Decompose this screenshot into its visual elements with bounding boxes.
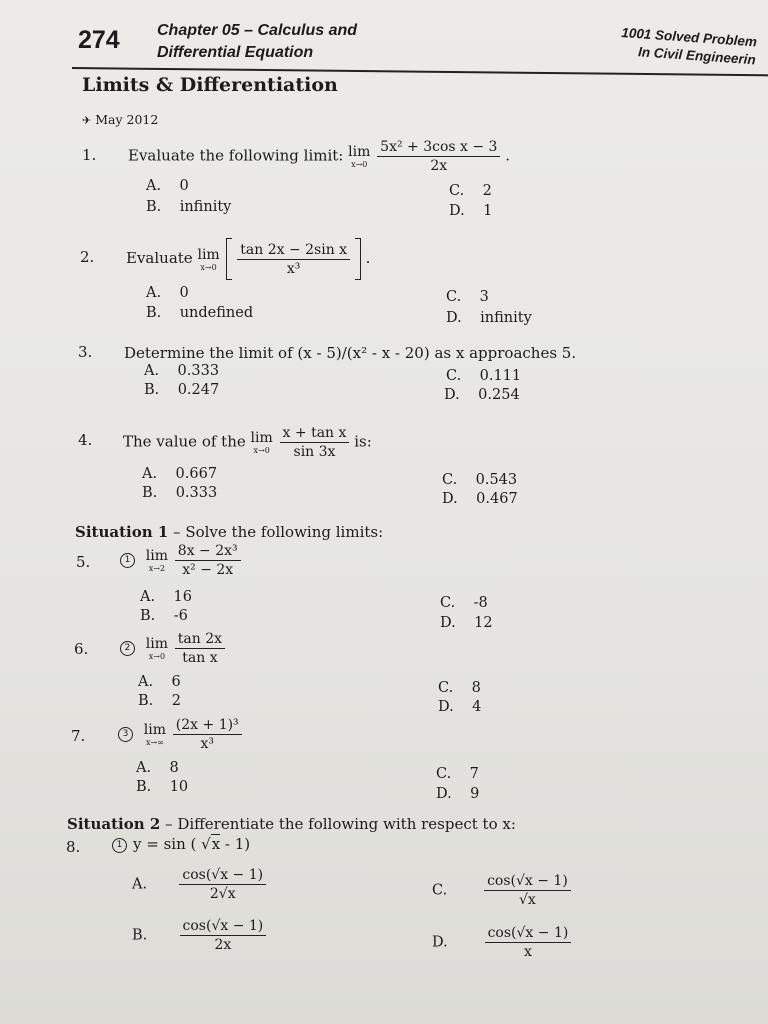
option-value: 16 [173,589,192,605]
option-letter: A. [146,285,162,301]
option-b [142,485,217,501]
option-d [442,491,518,507]
option-d [449,203,492,219]
question-text: Evaluate [126,249,193,267]
denominator: x³ [200,736,214,752]
situation-text: – Differentiate the following with respect to x: [160,815,516,833]
option-b [138,693,181,709]
question-end: . [365,249,371,267]
situation-text: – Solve the following limits: [168,523,384,541]
option-d [446,310,532,326]
option-value: 10 [169,779,189,795]
lim-label: lim [145,548,169,564]
option-letter: D. [438,699,454,715]
situation-label: Situation 1 [75,523,169,541]
fraction [179,866,266,903]
chapter-title-line1: Chapter 05 – Calculus and [157,22,358,39]
question-number: 8. [66,838,81,856]
option-letter: A. [132,876,148,893]
numerator: x + tan x [280,424,350,443]
numerator: cos(√x − 1) [180,917,267,936]
question-number: 1. [82,146,97,164]
option-c [438,680,481,696]
denominator: sin 3x [293,444,336,460]
fraction [175,542,241,579]
option-letter: B. [146,199,162,215]
option-letter: A. [144,363,160,379]
option-d [438,699,481,715]
option-a [142,466,217,482]
option-letter: B. [142,485,158,501]
numerator: tan 2x [175,630,225,649]
option-c [446,289,489,305]
fraction [377,138,500,175]
expr-prefix: y = sin ( [133,835,197,853]
option-letter: D. [444,387,460,403]
option-value: 8 [471,680,481,696]
lim-label: lim [250,430,273,446]
situation-1-heading [75,523,383,541]
option-c [442,472,517,488]
option-letter: C. [436,766,452,782]
option-d [432,924,571,961]
denominator: 2x [430,158,448,174]
option-b [132,917,266,954]
book-title [619,24,757,69]
limit-operator [146,548,168,573]
option-letter: B. [140,608,156,624]
question-7-expr [118,716,242,753]
option-value: 4 [472,699,482,715]
option-value: 6 [171,674,181,690]
option-letter: C. [449,183,465,199]
option-a [140,589,192,605]
option-c [446,368,521,384]
question-1-text [128,138,510,175]
question-number: 3. [78,343,93,361]
option-b [136,779,188,795]
chapter-title-line2: Differential Equation [157,44,314,61]
option-value: 0 [179,178,189,194]
option-d [436,786,479,802]
section-title: Limits & Differentiation [82,74,338,96]
question-text: Determine the limit of (x - 5)/(x² - x - 20) as x approaches 5. [124,344,577,362]
option-letter: A. [140,589,156,605]
option-value: 2 [171,693,181,709]
option-value: 0.333 [177,363,220,379]
fraction [175,630,225,667]
question-number: 5. [76,553,91,571]
option-letter: C. [446,368,462,384]
lim-label: lim [145,636,169,652]
option-letter: C. [438,680,454,696]
numerator: (2x + 1)³ [173,716,242,735]
circled-number: 1 [120,553,135,568]
question-number: 2. [80,248,95,266]
option-value: infinity [179,199,232,215]
lim-label: lim [143,722,167,738]
option-d [444,387,520,403]
left-bracket [226,238,232,280]
option-value: 1 [483,203,493,219]
option-a [146,178,189,194]
fraction [485,924,572,961]
question-number: 7. [71,727,86,745]
option-value: 0.467 [476,491,518,507]
numerator: 5x² + 3cos x − 3 [377,138,500,157]
sqrt-radicand: x [211,835,221,853]
option-letter: D. [446,310,462,326]
option-value: 0.543 [475,472,518,488]
question-4-text [123,424,372,461]
option-value: 3 [479,289,489,305]
option-letter: A. [138,674,154,690]
option-value: undefined [179,305,254,321]
option-value: 0.254 [478,387,520,403]
option-a [132,866,266,903]
option-d [440,615,493,631]
denominator: x [524,944,532,960]
limit-operator [144,722,166,747]
pin-icon: ✈ [82,114,92,127]
option-letter: D. [449,203,465,219]
option-c [440,595,488,611]
question-number: 4. [78,431,93,449]
denominator: tan x [182,650,218,666]
limit-operator [348,144,370,169]
fraction [237,241,350,278]
situation-2-heading [67,815,516,833]
numerator: tan 2x − 2sin x [237,241,350,260]
lim-subscript: x→∞ [145,738,164,747]
option-letter: D. [432,934,448,951]
denominator: 2√x [209,886,236,902]
option-a [138,674,181,690]
option-b [146,199,231,215]
exam-date [82,112,158,127]
question-text: Evaluate the following limit: [128,146,344,165]
chapter-title [157,20,357,64]
option-a [136,760,179,776]
question-2-text [126,238,370,280]
circled-number: 2 [120,641,135,656]
circled-number: 3 [118,727,133,742]
option-value: 12 [474,615,493,631]
option-value: 0 [179,285,189,301]
option-c [432,872,571,909]
question-5-expr [120,542,241,579]
option-letter: D. [436,786,452,802]
option-value: 8 [169,760,179,776]
denominator: x³ [286,260,301,277]
fraction [180,917,267,954]
lim-subscript: x→0 [253,446,270,455]
limit-operator [146,636,168,661]
circled-number: 1 [112,838,127,853]
numerator: 8x − 2x³ [175,542,241,561]
denominator: x² − 2x [182,562,234,578]
question-6-expr [120,630,225,667]
limit-operator [197,247,219,272]
option-letter: C. [440,595,456,611]
fraction [484,872,571,909]
question-8-expr: 1 y = sin ( √x - 1) [112,835,250,853]
option-value: -6 [173,608,188,624]
page-number: 274 [78,26,120,54]
option-letter: A. [136,760,152,776]
option-value: 0.247 [177,382,220,398]
denominator: √x [519,892,536,908]
book-title-line1: 1001 Solved Problem [620,24,758,50]
question-text: The value of the [123,432,246,451]
option-letter: C. [442,472,458,488]
book-title-line2: In Civil Engineerin [637,44,757,68]
option-letter: A. [142,466,158,482]
question-end: is: [354,432,372,451]
lim-label: lim [197,246,220,263]
numerator: cos(√x − 1) [484,872,571,891]
option-letter: B. [132,927,148,944]
option-value: 2 [482,183,492,199]
question-end: . [505,146,511,165]
fraction [173,716,242,753]
lim-subscript: x→0 [351,160,368,169]
lim-label: lim [348,144,371,160]
option-a [146,285,189,301]
numerator: cos(√x − 1) [485,924,572,943]
option-letter: C. [446,289,462,305]
option-c [449,183,492,199]
option-c [436,766,479,782]
option-letter: D. [442,491,458,507]
lim-subscript: x→0 [148,652,166,661]
option-letter: A. [146,178,162,194]
option-value: infinity [480,310,532,326]
denominator: 2x [214,937,232,953]
option-value: 0.667 [175,466,218,482]
option-value: -8 [473,595,488,611]
option-b [140,608,188,624]
option-value: 0.333 [175,485,218,501]
lim-subscript: x→0 [200,262,217,272]
fraction [280,424,350,461]
option-value: 7 [469,766,479,782]
limit-operator [251,430,273,455]
option-letter: D. [440,615,456,631]
expr-suffix: - 1) [220,835,251,853]
option-letter: B. [144,382,160,398]
option-b [144,382,219,398]
option-letter: B. [138,693,154,709]
exam-date-text: May 2012 [95,112,159,127]
option-a [144,363,219,379]
option-letter: C. [432,882,448,899]
lim-subscript: x→2 [148,564,166,573]
option-letter: B. [136,779,152,795]
option-b [146,305,253,321]
option-value: 9 [470,786,480,802]
situation-label: Situation 2 [67,815,161,833]
numerator: cos(√x − 1) [179,866,266,885]
question-number: 6. [74,640,89,658]
right-bracket [355,238,361,280]
option-value: 0.111 [479,368,522,384]
option-letter: B. [146,305,162,321]
